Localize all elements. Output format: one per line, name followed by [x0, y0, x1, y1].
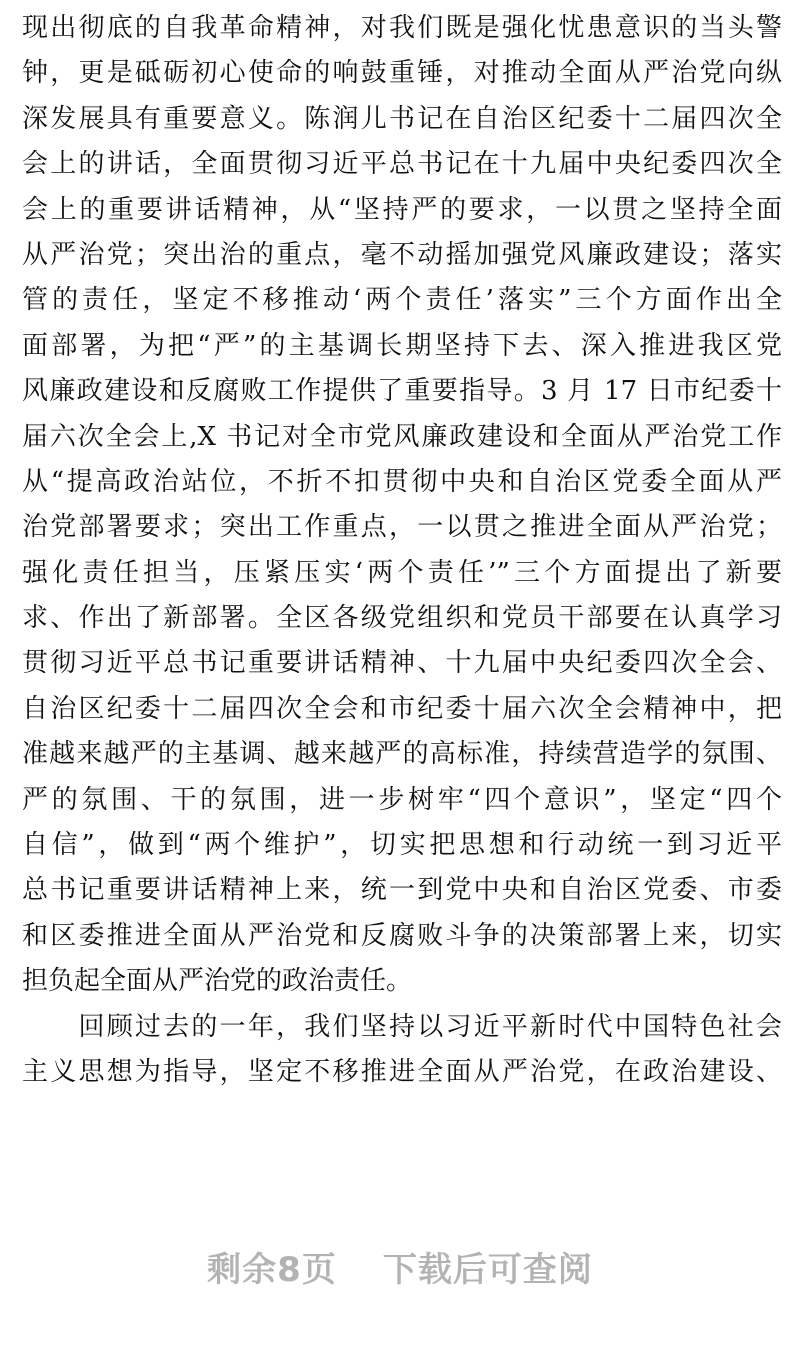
download-prompt[interactable] [0, 1242, 800, 1291]
text-line: 管的责任，坚定不移推动‘两个责任’落实”三个方面作出全 [22, 285, 782, 316]
text-line: 担负起全面从严治党的政治责任。 [22, 966, 413, 997]
text-line: 会上的讲话，全面贯彻习近平总书记在十九届中央纪委四次全 [22, 149, 782, 180]
text-line: 回顾过去的一年，我们坚持以习近平新时代中国特色社会 [22, 1011, 782, 1042]
download-hint-label: 下载后可查阅 [382, 1250, 593, 1290]
text-line: 严的氛围、干的氛围，进一步树牢“四个意识”，坚定“四个 [22, 784, 782, 815]
document-body [22, 6, 782, 1095]
text-line: 自信”，做到“两个维护”，切实把思想和行动统一到习近平 [22, 830, 782, 861]
text-line: 会上的重要讲话精神，从“坚持严的要求，一以贯之坚持全面 [22, 194, 782, 225]
text-line: 届六次全会上,X 书记对全市党风廉政建设和全面从严治党工作 [22, 421, 782, 452]
text-line: 面部署，为把“严”的主基调长期坚持下去、深入推进我区党 [22, 330, 782, 361]
text-line: 深发展具有重要意义。陈润儿书记在自治区纪委十二届四次全 [22, 103, 782, 134]
text-line: 风廉政建设和反腐败工作提供了重要指导。3 月 17 日市纪委十 [22, 376, 782, 407]
text-line: 和区委推进全面从严治党和反腐败斗争的决策部署上来，切实 [22, 920, 782, 951]
text-line: 贯彻习近平总书记重要讲话精神、十九届中央纪委四次全会、 [22, 648, 782, 679]
text-line: 总书记重要讲话精神上来，统一到党中央和自治区党委、市委 [22, 875, 782, 906]
text-line: 自治区纪委十二届四次全会和市纪委十届六次全会精神中，把 [22, 693, 782, 724]
text-line: 强化责任担当，压紧压实‘两个责任’”三个方面提出了新要 [22, 557, 782, 588]
text-line: 钟，更是砥砺初心使命的响鼓重锤，对推动全面从严治党向纵 [22, 58, 782, 89]
text-line: 求、作出了新部署。全区各级党组织和党员干部要在认真学习 [22, 603, 782, 634]
text-line: 治党部署要求；突出工作重点，一以贯之推进全面从严治党； [22, 512, 782, 543]
text-line: 现出彻底的自我革命精神，对我们既是强化忧患意识的当头警 [22, 13, 782, 43]
text-line: 准越来越严的主基调、越来越严的高标准，持续营造学的氛围、 [22, 739, 782, 770]
text-line: 从“提高政治站位，不折不扣贯彻中央和自治区党委全面从严 [22, 466, 782, 497]
text-line: 从严治党；突出治的重点，毫不动摇加强党风廉政建设；落实 [22, 239, 782, 270]
remaining-pages-label: 剩余8页 [207, 1250, 337, 1290]
text-line: 主义思想为指导，坚定不移推进全面从严治党，在政治建设、 [22, 1056, 782, 1087]
